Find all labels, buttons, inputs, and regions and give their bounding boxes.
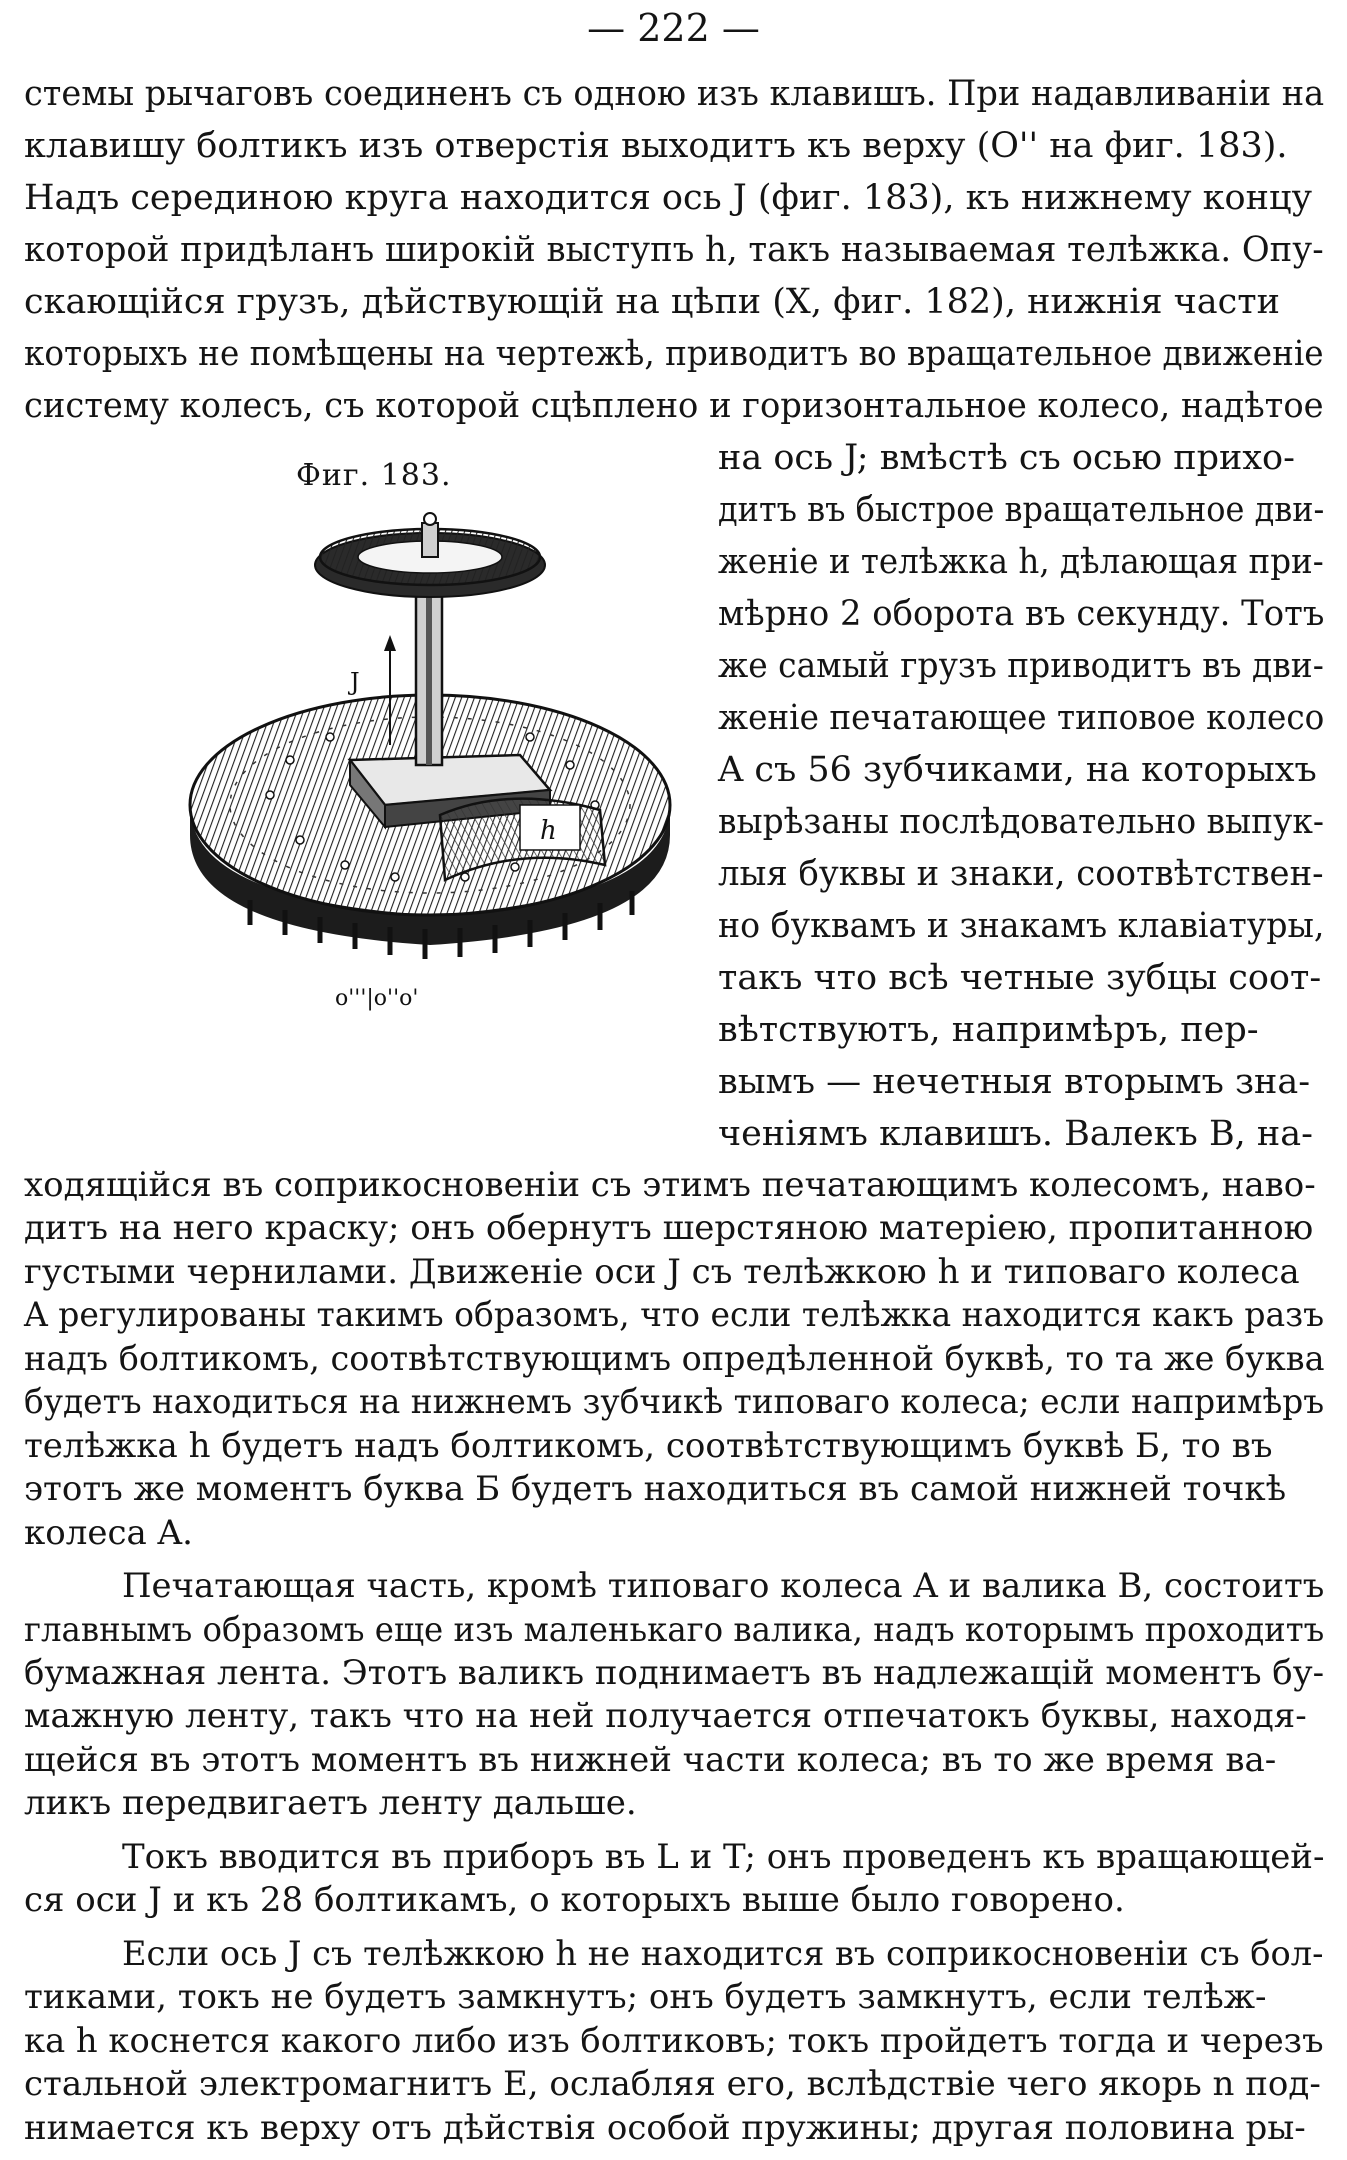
text-line: Токъ вводится въ приборъ въ L и T; онъ проведенъ къ вращающей- [122, 1837, 1325, 1877]
text-line: щейся въ этотъ моментъ въ нижней части колеса; въ то же время ва- [24, 1740, 1277, 1780]
figure-183-illustration [180, 505, 690, 1025]
text-line: систему колесъ, съ которой сцѣплено и горизонтальное колесо, надѣтое [24, 386, 1324, 426]
text-line: женiе и телѣжка h, дѣлающая при- [718, 542, 1324, 582]
figure-label-bottom: o'''|o''o' [335, 986, 419, 1011]
text-line: тиками, токъ не будетъ замкнутъ; онъ будетъ замкнутъ, если телѣж- [24, 1977, 1267, 2017]
text-line: вырѣзаны послѣдовательно выпук- [718, 802, 1324, 842]
text-line: мѣрно 2 оборота въ секунду. Тотъ [718, 594, 1325, 634]
text-line: ся оси J и къ 28 болтикамъ, о которыхъ выше было говорено. [24, 1880, 1125, 1920]
text-line: стемы рычаговъ соединенъ съ одною изъ клавишъ. При надавливанiи на [24, 74, 1325, 114]
text-line: ликъ передвигаетъ ленту дальше. [24, 1783, 637, 1823]
text-line: A съ 56 зубчиками, на которыхъ [718, 750, 1317, 790]
text-line: будетъ находиться на нижнемъ зубчикѣ типоваго колеса; если напримѣръ [24, 1382, 1325, 1422]
text-line: на ось J; вмѣстѣ съ осью прихо- [718, 438, 1295, 478]
text-line: ченiямъ клавишъ. Валекъ B, на- [718, 1114, 1313, 1154]
text-line: A регулированы такимъ образомъ, что если телѣжка находится какъ разъ [24, 1295, 1325, 1335]
text-line: ходящiйся въ соприкосновенiи съ этимъ печатающимъ колесомъ, наво- [24, 1165, 1316, 1205]
text-line: бумажная лента. Этотъ валикъ поднимаетъ въ надлежащiй моментъ бу- [24, 1653, 1325, 1693]
text-line: которыхъ не помѣщены на чертежѣ, приводитъ во вращательное движенiе [24, 334, 1324, 374]
text-line: ка h коснется какого либо изъ болтиковъ; токъ пройдетъ тогда и черезъ [24, 2021, 1324, 2061]
text-line: но буквамъ и знакамъ клавiатуры, [718, 906, 1325, 946]
text-line: вымъ — нечетныя вторымъ зна- [718, 1062, 1311, 1102]
text-line: скающiйся грузъ, дѣйствующiй на цѣпи (X, фиг. 182), нижнiя части [24, 282, 1280, 322]
text-line: клавишу болтикъ изъ отверстiя выходитъ къ верху (O'' на фиг. 183). [24, 126, 1288, 166]
text-line: телѣжка h будетъ надъ болтикомъ, соотвѣтствующимъ буквѣ Б, то въ [24, 1426, 1273, 1466]
text-line: этотъ же моментъ буква Б будетъ находиться въ самой нижней точкѣ [24, 1469, 1287, 1509]
text-line: стальной электромагнитъ E, ослабляя его, вслѣдствiе чего якорь n под- [24, 2064, 1321, 2104]
figure-caption: Фиг. 183. [296, 458, 452, 493]
text-line: надъ болтикомъ, соотвѣтствующимъ опредѣленной буквѣ, то та же буква [24, 1339, 1325, 1379]
text-line: колеса A. [24, 1513, 193, 1553]
figure-label-J: J [350, 668, 360, 696]
text-line: главнымъ образомъ еще изъ маленькаго валика, надъ которымъ проходитъ [24, 1610, 1325, 1650]
text-line: Если ось J съ телѣжкою h не находится въ соприкосновенiи съ бол- [122, 1934, 1324, 1974]
page-number: — 222 — [587, 6, 760, 50]
text-line: такъ что всѣ четные зубцы соот- [718, 958, 1322, 998]
text-line: мажную ленту, такъ что на ней получается отпечатокъ буквы, находя- [24, 1696, 1307, 1736]
text-line: густыми чернилами. Движенiе оси J съ телѣжкою h и типоваго колеса [24, 1252, 1300, 1292]
text-line: же самый грузъ приводитъ въ дви- [718, 646, 1324, 686]
text-line: женiе печатающее типовое колесо [718, 698, 1325, 738]
figure-label-h: h [540, 816, 557, 846]
text-line: которой придѣланъ широкiй выступъ h, такъ называемая телѣжка. Опу- [24, 230, 1324, 270]
text-line: нимается къ верху отъ дѣйствiя особой пружины; другая половина ры- [24, 2108, 1306, 2148]
text-line: дитъ въ быстрое вращательное дви- [718, 490, 1325, 530]
text-line: лыя буквы и знаки, соотвѣтствен- [718, 854, 1324, 894]
text-line: дитъ на него краску; онъ обернутъ шерстяною матерiею, пропитанною [24, 1208, 1314, 1248]
text-line: вѣтствуютъ, напримѣръ, пер- [718, 1010, 1259, 1050]
text-line: Печатающая часть, кромѣ типоваго колеса A и валика B, состоитъ [122, 1566, 1325, 1606]
printing-wheel-engraving [180, 505, 690, 1025]
text-line: Надъ серединою круга находится ось J (фиг. 183), къ нижнему концу [24, 178, 1313, 218]
